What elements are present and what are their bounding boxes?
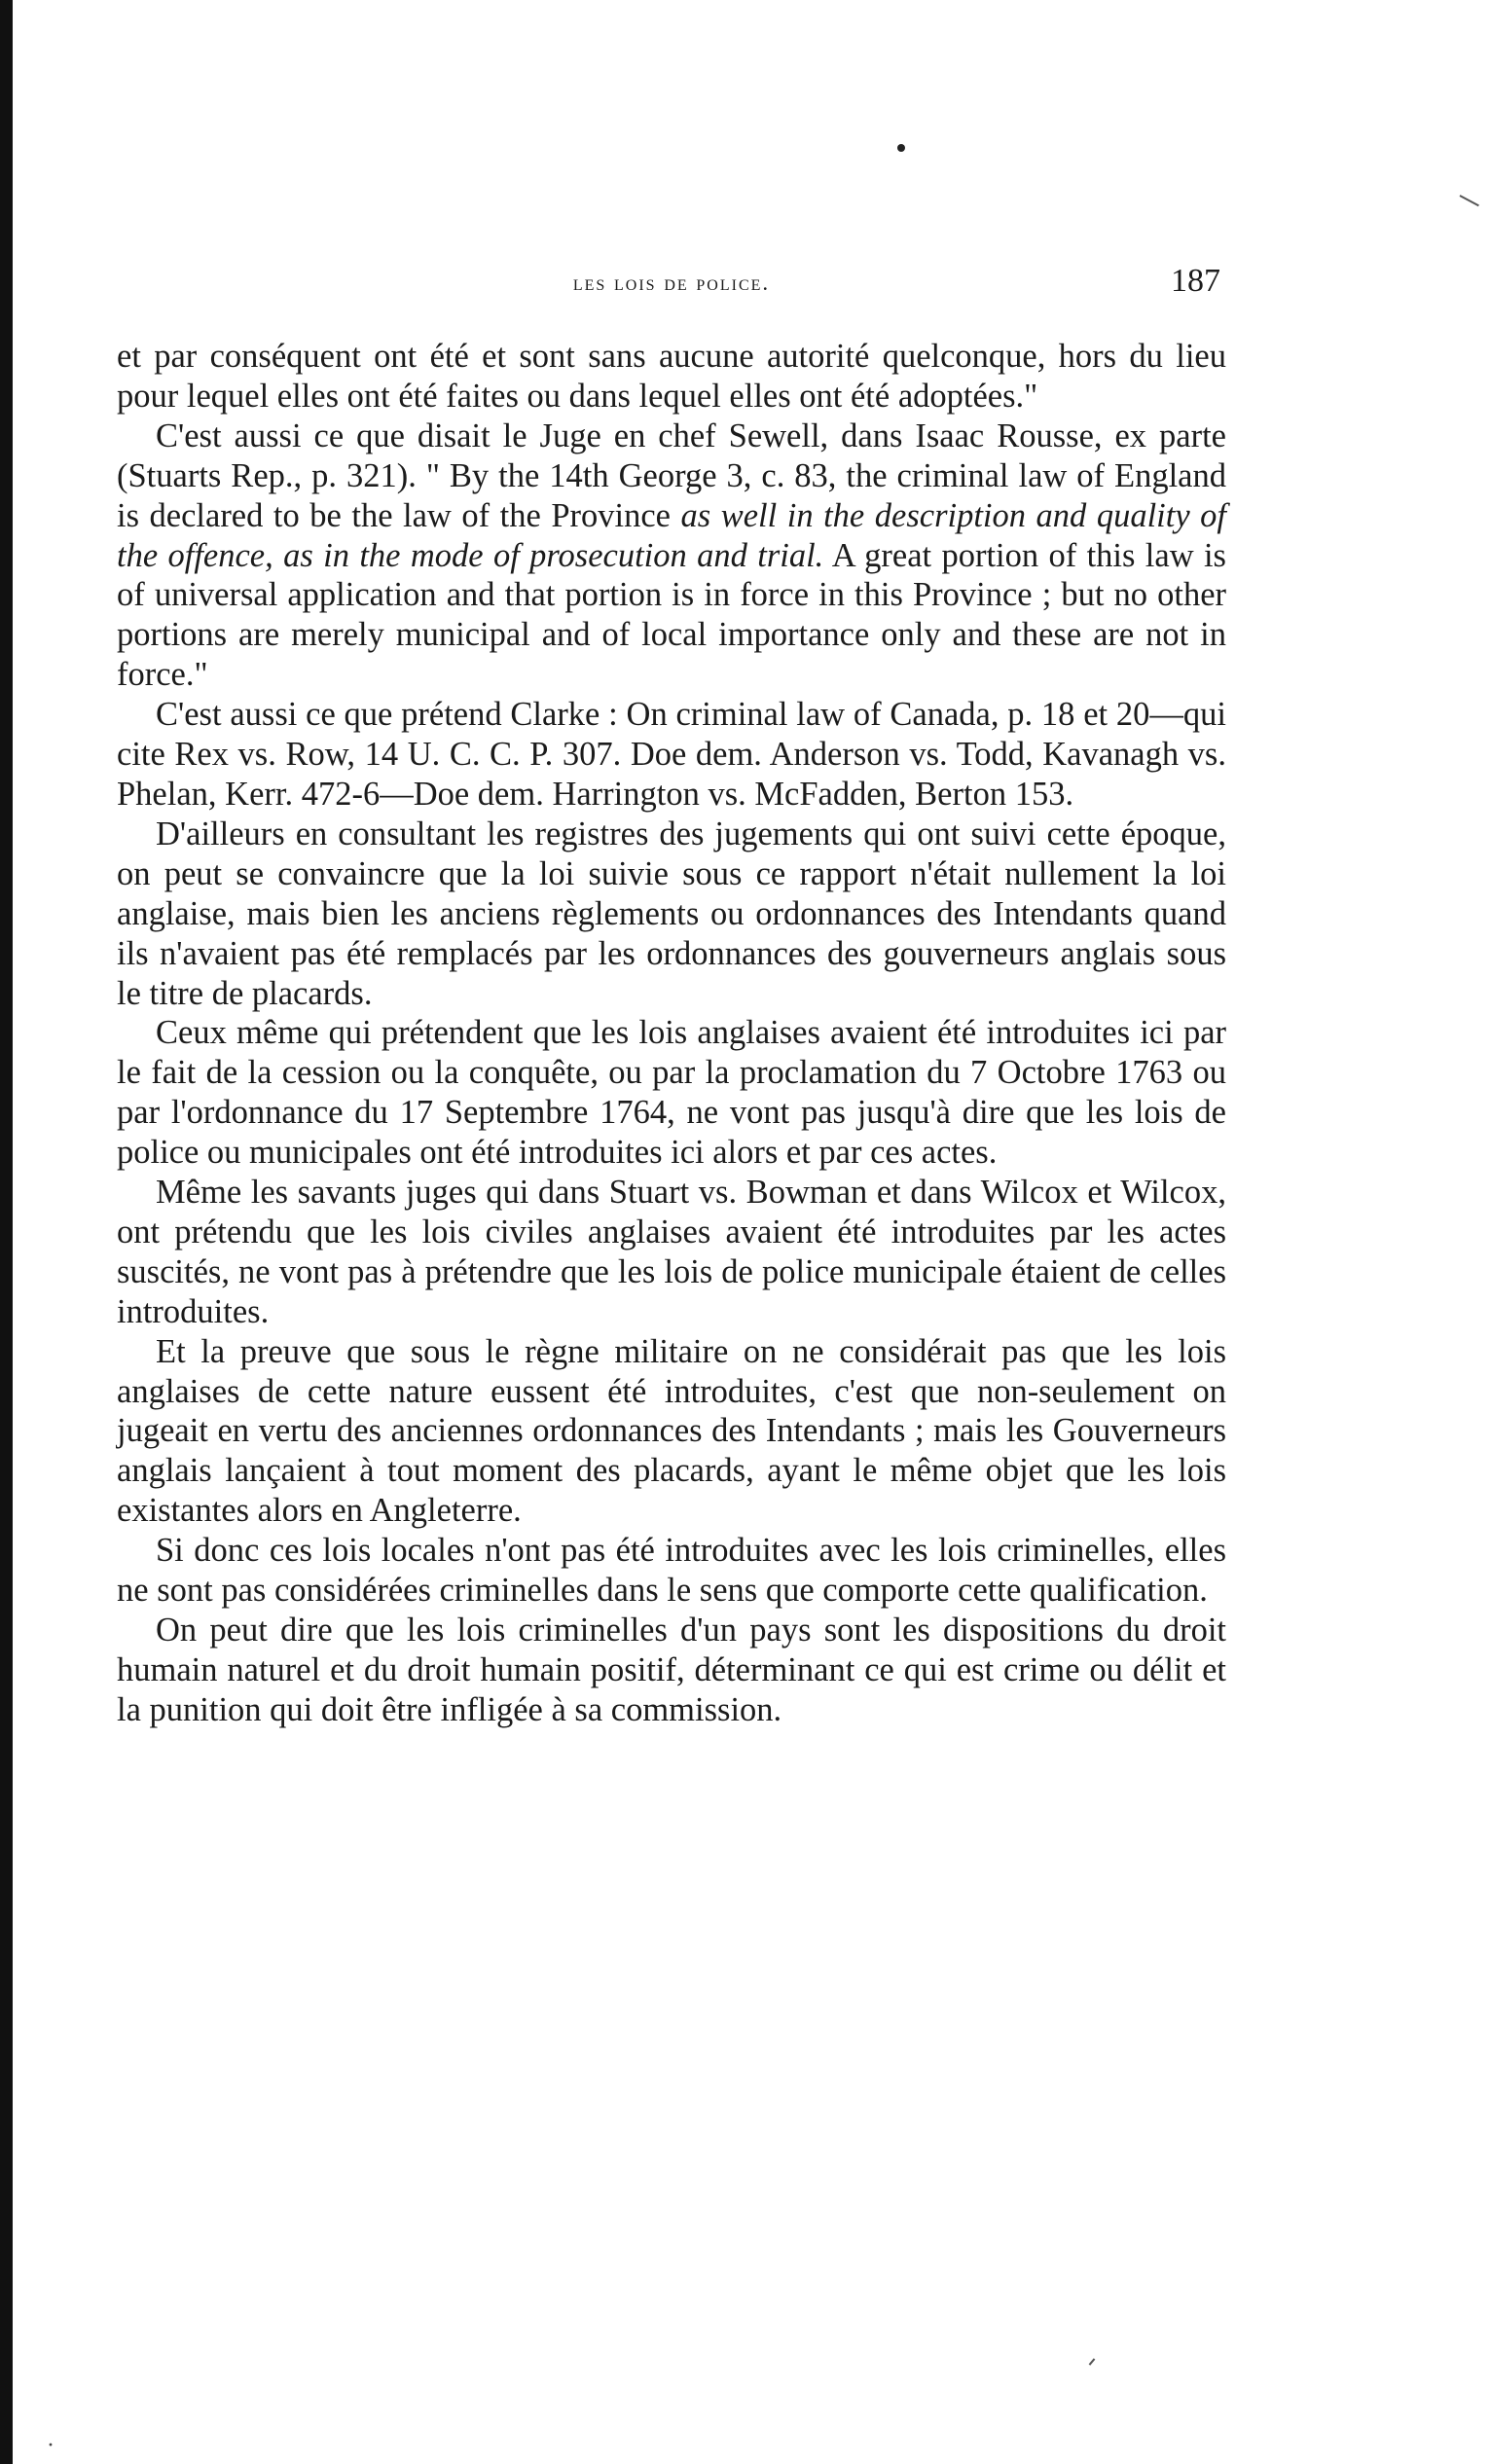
ink-speck: ·	[47, 2433, 55, 2458]
running-title: les lois de police.	[572, 271, 771, 295]
paragraph: C'est aussi ce que prétend Clarke : On criminal law of Canada, p. 18 et 20—qui cite Rex vs. Row, 14 U. C. C. P. 307. Doe dem. Anderson vs. Todd, Kavanagh vs. Phelan, Kerr. 472-6—Doe dem. Harrington vs. McFadden, Berton 153.	[117, 696, 1226, 813]
page-number: 187	[1171, 263, 1220, 299]
paragraph-text: C'est aussi ce que disait le Juge en chef Sewell, dans Isaac Rousse, ex parte (Stuarts Rep., p. 321). " By the 14th George 3, c. 83, the criminal law of England is declared to be the law of the Province	[117, 417, 1226, 534]
ink-stroke	[1089, 2358, 1096, 2365]
body-text	[117, 337, 1226, 1730]
paragraph: Même les savants juges qui dans Stuart vs. Bowman et dans Wilcox et Wilcox, ont prétendu que les lois civiles anglaises avaient été introduites par les actes suscités, ne vont pas à prétendre que les lois de police municipale étaient de celles introduites.	[117, 1174, 1226, 1330]
page-binding-edge	[0, 0, 13, 2464]
ink-speck	[897, 144, 905, 152]
paragraph: Si donc ces lois locales n'ont pas été introduites avec les lois criminelles, elles ne sont pas considérées criminelles dans le sens que comporte cette qualification.	[117, 1532, 1226, 1610]
paragraph	[117, 417, 1226, 695]
paragraph-text: A great portion of this law is of universal application and that portion is in force in this Province ; but no other portions are merely municipal and of local importance only and these are not in force."	[117, 536, 1226, 694]
paragraph: Ceux même qui prétendent que les lois anglaises avaient été introduites ici par le fait de la cession ou la conquête, ou par la proclamation du 7 Octobre 1763 ou par l'ordonnance du 17 Septembre 1764, ne vont pas jusqu'à dire que les lois de police ou municipales ont été introduites ici alors et par ces actes.	[117, 1014, 1226, 1172]
page-header	[117, 263, 1226, 302]
ink-stroke	[1460, 195, 1479, 206]
paragraph: et par conséquent ont été et sont sans aucune autorité quelconque, hors du lieu pour lequel elles ont été faites ou dans lequel elles ont été adoptées."	[117, 338, 1226, 415]
paragraph: D'ailleurs en consultant les registres des jugements qui ont suivi cette époque, on peut se convaincre que la loi suivie sous ce rapport n'était nullement la loi anglaise, mais bien les anciens règlements ou ordonnances des Intendants quand ils n'avaient pas été remplacés par les ordonnances des gouverneurs anglais sous le titre de placards.	[117, 815, 1226, 1012]
paragraph: Et la preuve que sous le règne militaire on ne considérait pas que les lois anglaises de cette nature eussent été introduites, c'est que non-seulement on jugeait en vertu des anciennes ordonnances des Intendants ; mais les Gouverneurs anglais lançaient à tout moment des placards, ayant le même objet que les lois existantes alors en Angleterre.	[117, 1332, 1226, 1530]
italic-quotation: as well in the description and quality of the offence, as in the mode of prosecution and trial.	[117, 496, 1227, 574]
paragraph: On peut dire que les lois criminelles d'un pays sont les dispositions du droit humain naturel et du droit humain positif, déterminant ce qui est crime ou délit et la punition qui doit être infligée à sa commission.	[117, 1612, 1226, 1728]
